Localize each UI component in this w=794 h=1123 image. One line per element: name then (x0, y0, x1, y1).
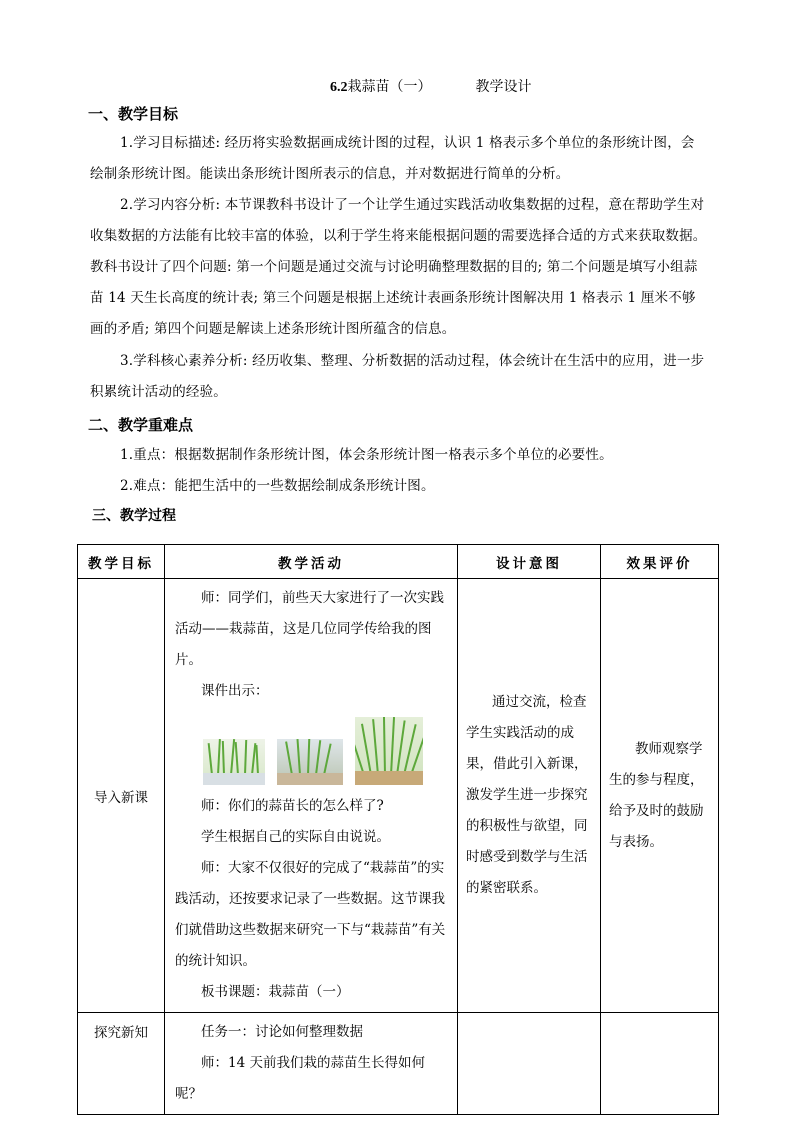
intent-cell (458, 1013, 601, 1115)
keypoints-paragraph-1: 1.重点：根据数据制作条形统计图，体会条形统计图一格表示多个单位的必要性。 (120, 447, 613, 463)
garlic-sprout-photo (203, 739, 265, 785)
keypoints-paragraph-2: 2.难点：能把生活中的一些数据绘制成条形统计图。 (120, 478, 435, 494)
activity-line: 课件出示： (201, 683, 269, 699)
row-goal-label: 导入新课 (94, 789, 148, 806)
activity-line: 师：大家不仅很好的完成了“栽蒜苗”的实践活动，还按要求记录了一些数据。这节课我们就借助这些数据来研究一下与“栽蒜苗”有关的统计知识。 (175, 860, 446, 969)
table-row (78, 579, 719, 1013)
activity-cell (165, 579, 458, 1013)
title-suffix: 教学设计 (475, 79, 532, 95)
courseware-photos (175, 715, 449, 785)
row-goal-cell (78, 1013, 165, 1115)
goals-paragraph-1: 1.学习目标描述: 经历将实验数据画成统计图的过程，认识 1 格表示多个单位的条形统计图，会绘制条形统计图。能读出条形统计图所表示的信息，并对数据进行简单的分析。 (90, 135, 695, 182)
header-activity: 教学活动 (165, 545, 458, 579)
activity-line: 师：同学们，前些天大家进行了一次实践活动——栽蒜苗，这是几位同学传给我的图片。 (175, 590, 444, 668)
teaching-process-table (77, 544, 719, 1115)
garlic-sprout-photo (355, 717, 423, 785)
document-title (330, 76, 532, 96)
section-heading-goals: 一、教学目标 (88, 105, 179, 123)
activity-line: 板书课题：栽蒜苗（一） (201, 984, 350, 1000)
goals-paragraph-2: 2.学习内容分析: 本节课教科书设计了一个让学生通过实践活动收集数据的过程，意在帮助学生对收集数据的方法能有比较丰富的体验，以利于学生将来能根据问题的需要选择合适的方式来获取数据。教科书设计了四个问题: 第一个问题是通过交流与讨论明确整理数据的目的; 第二个问题是填写小组蒜苗 14 天生长高度的统计表; 第三个问题是根据上述统计表画条形统计图解决用 1 格表示 1 厘米不够画的矛盾; 第四个问题是解读上述条形统计图所蕴含的信息。 (90, 197, 707, 337)
goals-paragraph-3: 3.学科核心素养分析: 经历收集、整理、分析数据的活动过程，体会统计在生活中的应用，进一步积累统计活动的经验。 (90, 353, 705, 400)
lesson-number: 6.2 (330, 80, 348, 95)
intent-cell (458, 579, 601, 1013)
lesson-name: 栽蒜苗（一） (347, 79, 432, 95)
section-heading-keypoints: 二、教学重难点 (88, 416, 194, 434)
table-header-row (78, 545, 719, 579)
row-goal-cell (78, 579, 165, 1013)
activity-line: 师：你们的蒜苗长的怎么样了? (201, 798, 384, 814)
header-goal: 教学目标 (78, 545, 165, 579)
evaluation-text: 教师观察学生的参与程度，给予及时的鼓励与表扬。 (609, 740, 704, 850)
table-row (78, 1013, 719, 1115)
activity-line: 学生根据自己的实际自由说说。 (201, 829, 390, 845)
section-heading-process: 三、教学过程 (92, 508, 176, 524)
activity-line: 师：14 天前我们栽的蒜苗生长得如何呢？ (175, 1055, 425, 1102)
row-goal-label: 探究新知 (94, 1025, 148, 1041)
garlic-sprout-photo (277, 739, 343, 785)
intent-text: 通过交流，检查学生实践活动的成果，借此引入新课，激发学生进一步探究的积极性与欲望，同时感受到数学与生活的紧密联系。 (466, 694, 588, 896)
activity-line: 任务一：讨论如何整理数据 (201, 1024, 363, 1040)
evaluation-cell (601, 579, 719, 1013)
evaluation-cell (601, 1013, 719, 1115)
activity-cell (165, 1013, 458, 1115)
header-intent: 设计意图 (458, 545, 601, 579)
header-evaluation: 效果评价 (601, 545, 719, 579)
